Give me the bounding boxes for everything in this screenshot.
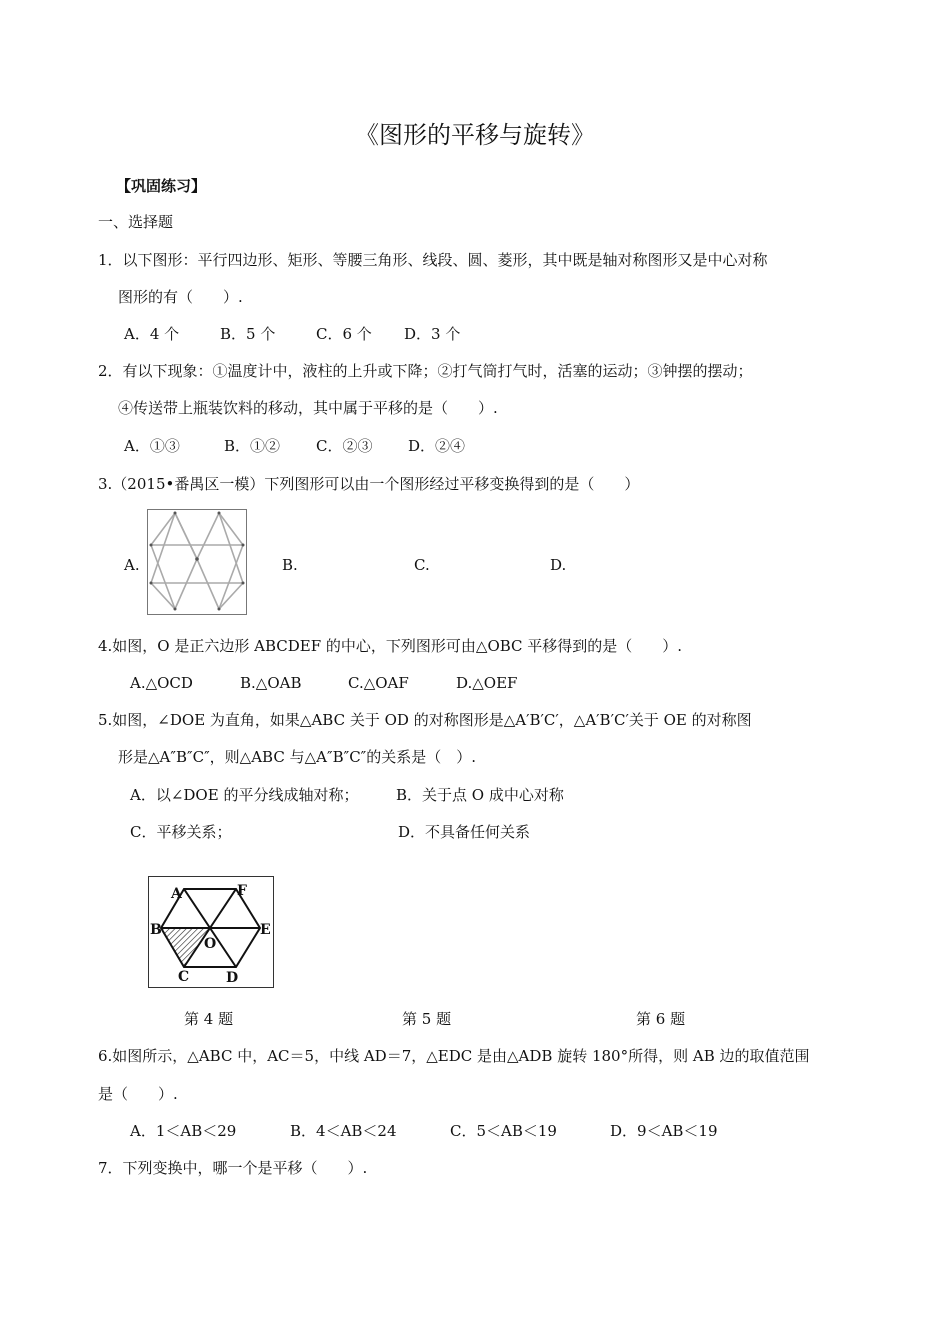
caption-q5: 第 5 题 [402,1010,452,1028]
star-figure [147,509,247,615]
q1-line2: 图形的有（ ）. [118,288,243,306]
q3-option-c: C. [414,556,430,574]
q2-option-c: C．②③ [316,437,373,455]
q5-option-b: B．关于点 O 成中心对称 [396,786,564,804]
page-title: 《图形的平移与旋转》 [355,121,595,149]
q4-line1: 4.如图，O 是正六边形 ABCDEF 的中心，下列图形可由△OBC 平移得到的是（ ）. [98,637,683,655]
q2-option-d: D．②④ [408,437,466,455]
q1-line1: 1．以下图形：平行四边形、矩形、等腰三角形、线段、圆、菱形，其中既是轴对称图形又是中心对称 [98,251,768,269]
q5-option-a: A．以∠DOE 的平分线成轴对称； [130,786,359,804]
q6-option-b: B．4＜AB＜24 [290,1122,397,1140]
section-label: 【巩固练习】 [116,177,207,195]
label-o: O [204,936,217,952]
label-b: B [150,922,162,938]
q6-line2: 是（ ）. [98,1085,178,1103]
label-e: E [260,922,271,938]
q1-option-a: A．4 个 [124,325,180,343]
hexagon-figure [148,876,274,988]
q6-option-c: C．5＜AB＜19 [450,1122,557,1140]
q5-option-c: C．平移关系； [130,823,232,841]
q6-option-a: A．1＜AB＜29 [130,1122,237,1140]
q4-option-d: D.△OEF [456,674,518,692]
q5-line1: 5.如图，∠DOE 为直角，如果△ABC 关于 OD 的对称图形是△A′B′C′，△A′B′C′关于 OE 的对称图 [98,711,752,729]
label-f: F [237,883,247,899]
label-a: A [171,886,182,902]
q5-line2: 形是△A″B″C″，则△ABC 与△A″B″C″的关系是（ ）. [118,748,477,766]
caption-q4: 第 4 题 [184,1010,234,1028]
q3-option-a: A. [124,556,140,574]
q2-option-a: A．①③ [124,437,180,455]
q3-option-d: D. [550,556,567,574]
caption-q6: 第 6 题 [636,1010,686,1028]
q3-option-b: B. [282,556,298,574]
q6-line1: 6.如图所示，△ABC 中，AC＝5，中线 AD＝7，△EDC 是由△ADB 旋转 180°所得，则 AB 边的取值范围 [98,1047,810,1065]
q6-option-d: D．9＜AB＜19 [610,1122,718,1140]
q2-line2: ④传送带上瓶装饮料的移动，其中属于平移的是（ ）. [118,399,498,417]
part-heading: 一、选择题 [98,213,174,231]
q3-line1: 3.（2015•番禺区一模）下列图形可以由一个图形经过平移变换得到的是（ ） [98,475,640,493]
q1-option-c: C．6 个 [316,325,372,343]
q4-option-c: C.△OAF [348,674,409,692]
q7-line1: 7．下列变换中，哪一个是平移（ ）. [98,1159,368,1177]
q5-option-d: D．不具备任何关系 [398,823,531,841]
q4-option-b: B.△OAB [240,674,302,692]
q4-option-a: A.△OCD [130,674,193,692]
q1-option-d: D．3 个 [404,325,461,343]
q2-line1: 2．有以下现象：①温度计中，液柱的上升或下降；②打气筒打气时，活塞的运动；③钟摆的摆动； [98,362,753,380]
label-d: D [226,970,239,986]
q1-option-b: B．5 个 [220,325,276,343]
q2-option-b: B．①② [224,437,281,455]
label-c: C [178,969,190,985]
